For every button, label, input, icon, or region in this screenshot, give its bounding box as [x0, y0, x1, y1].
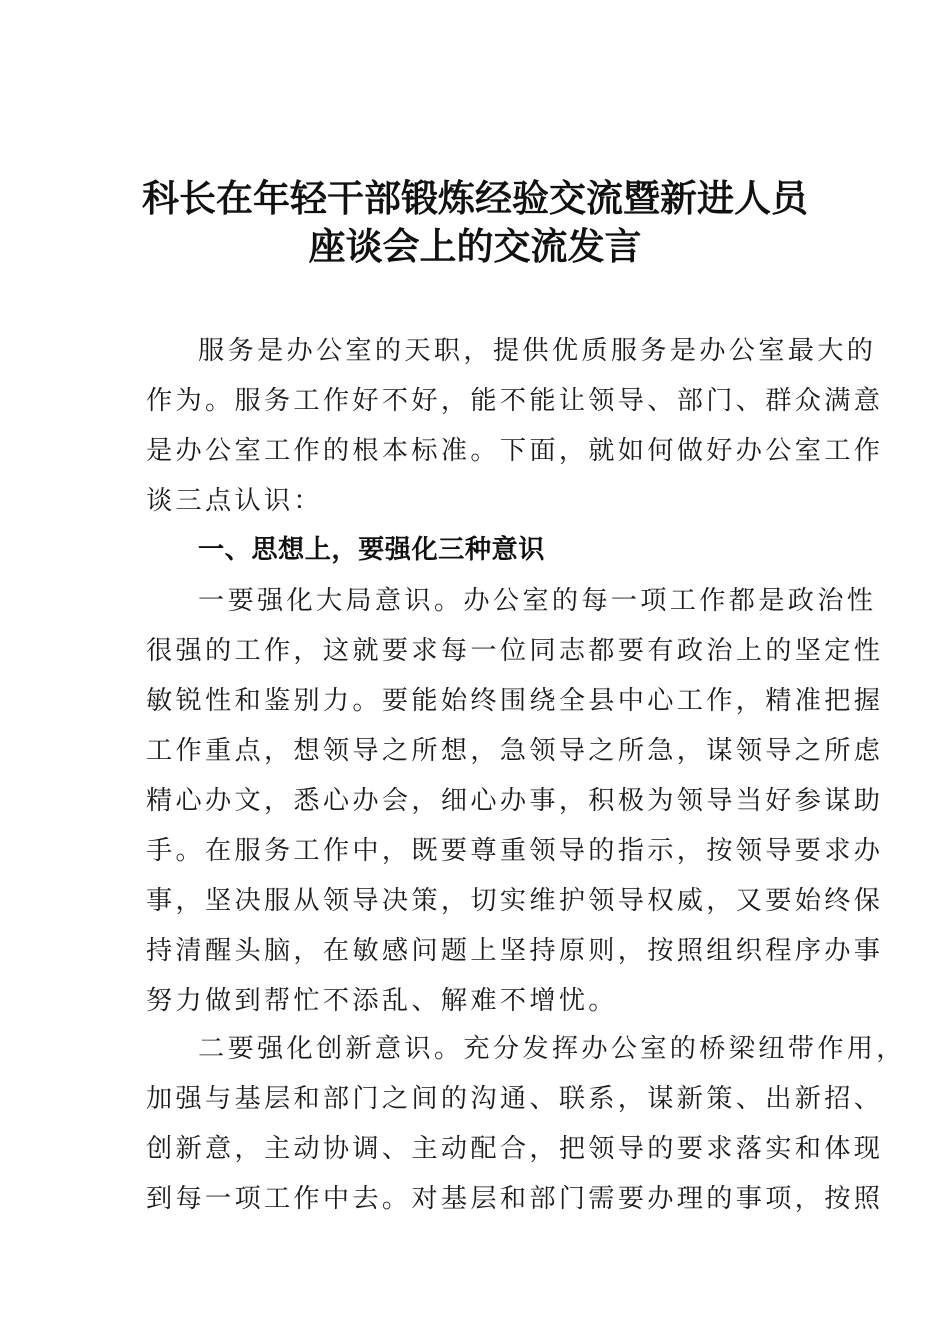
paragraph-awareness-innovation [146, 1024, 906, 1224]
text-line: 是办公室工作的根本标准。下面，就如何做好办公室工作 [146, 436, 884, 466]
intro-paragraph [146, 326, 884, 526]
text-line: 到每一项工作中去。对基层和部门需要办理的事项，按照 [146, 1184, 884, 1214]
section-heading: 一、思想上，要强化三种意识 [198, 535, 545, 565]
document-title-line-1: 科长在年轻干部锻炼经验交流暨新进人员 [142, 176, 808, 220]
document-title-line-2: 座谈会上的交流发言 [308, 224, 642, 268]
text-line: 持清醒头脑，在敏感问题上坚持原则，按照组织程序办事 [146, 936, 884, 966]
text-line: 精心办文，悉心办会，细心办事，积极为领导当好参谋助 [146, 786, 884, 816]
text-line: 作为。服务工作好不好，能不能让领导、部门、群众满意 [146, 386, 884, 416]
text-line: 敏锐性和鉴别力。要能始终围绕全县中心工作，精准把握 [146, 686, 884, 716]
text-line: 创新意，主动协调、主动配合，把领导的要求落实和体现 [146, 1134, 884, 1164]
text-line: 工作重点，想领导之所想，急领导之所急，谋领导之所虑 [146, 736, 884, 766]
text-line: 努力做到帮忙不添乱、解难不增忧。 [146, 986, 618, 1016]
text-line: 服务是办公室的天职，提供优质服务是办公室最大的 [198, 336, 877, 366]
text-line: 事，坚决服从领导决策，切实维护领导权威，又要始终保 [146, 886, 884, 916]
text-line: 手。在服务工作中，既要尊重领导的指示，按领导要求办 [146, 836, 884, 866]
text-line: 很强的工作，这就要求每一位同志都要有政治上的坚定性 [146, 636, 884, 666]
text-line: 谈三点认识： [146, 486, 323, 516]
text-line: 加强与基层和部门之间的沟通、联系，谋新策、出新招、 [146, 1084, 884, 1114]
text-line: 二要强化创新意识。充分发挥办公室的桥梁纽带作用， [198, 1034, 906, 1064]
text-line: 一要强化大局意识。办公室的每一项工作都是政治性 [198, 586, 877, 616]
paragraph-awareness-overall [146, 576, 884, 1026]
